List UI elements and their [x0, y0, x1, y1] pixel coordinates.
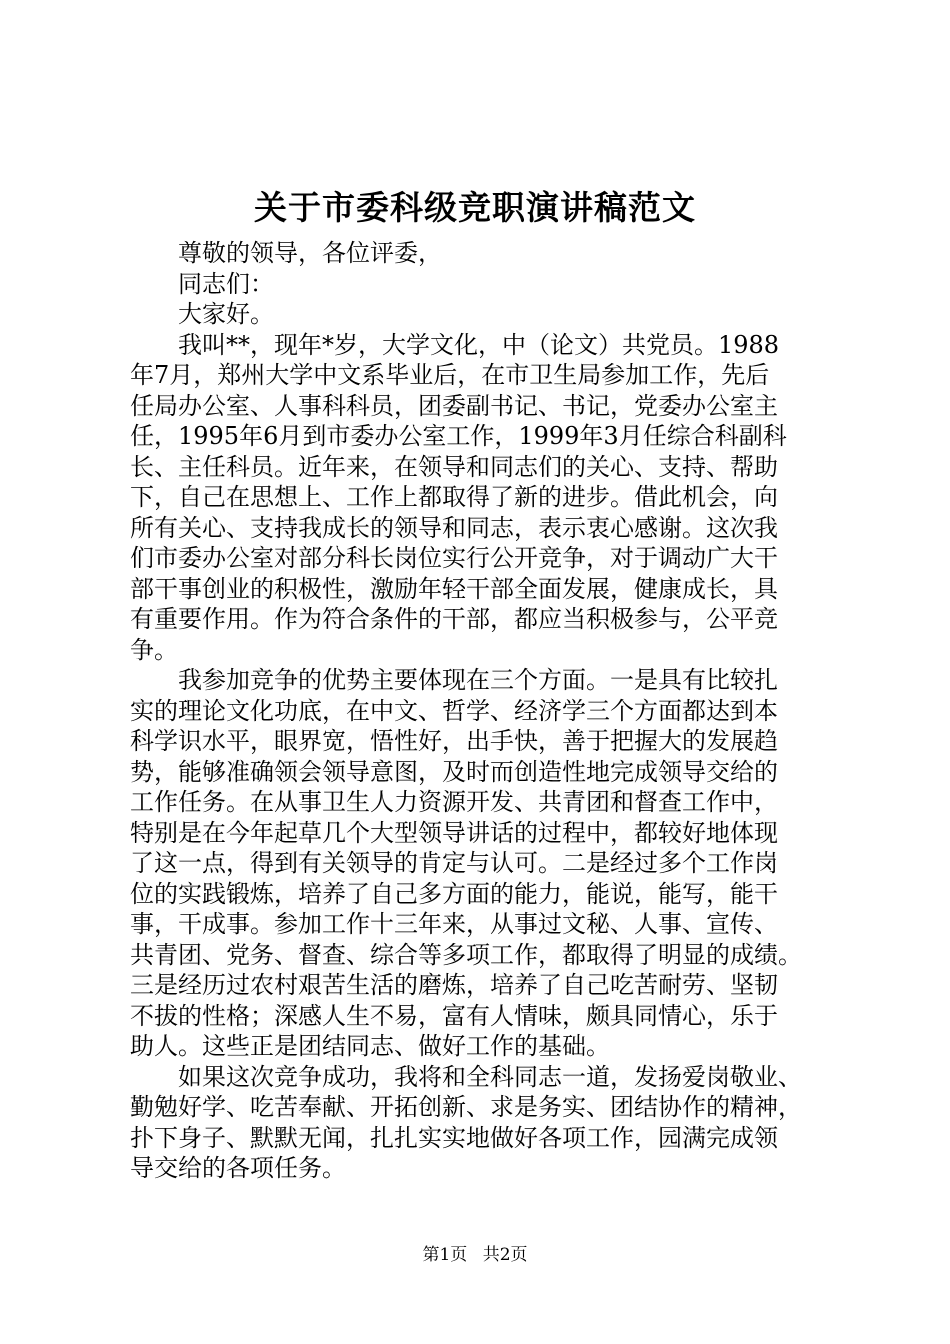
text-line: 势，能够准确领会领导意图，及时而创造性地完成领导交给的 — [130, 757, 778, 786]
text-line: 大家好。 — [178, 300, 274, 328]
text-line: 们市委办公室对部分科长岗位实行公开竞争，对于调动广大干 — [130, 544, 778, 572]
text-line: 争。 — [130, 635, 178, 664]
text-line: 年7月，郑州大学中文系毕业后，在市卫生局参加工作，先后 — [130, 361, 770, 389]
text-line: 有重要作用。作为符合条件的干部，都应当积极参与，公平竞 — [130, 605, 778, 633]
text-line: 所有关心、支持我成长的领导和同志，表示衷心感谢。这次我 — [130, 513, 778, 542]
text-line: 我参加竞争的优势主要体现在三个方面。一是具有比较扎 — [178, 666, 778, 694]
text-line: 共青团、党务、督查、综合等多项工作，都取得了明显的成绩。 — [130, 940, 802, 969]
text-line: 我叫**，现年*岁，大学文化，中（论文）共党员。1988 — [178, 330, 780, 359]
text-line: 事，干成事。参加工作十三年来，从事过文秘、人事、宣传、 — [130, 910, 778, 938]
document-body — [130, 238, 830, 1184]
text-line: 长、主任科员。近年来，在领导和同志们的关心、支持、帮助 — [130, 452, 778, 481]
text-line: 特别是在今年起草几个大型领导讲话的过程中，都较好地体现 — [130, 818, 778, 847]
text-line: 了这一点，得到有关领导的肯定与认可。二是经过多个工作岗 — [130, 849, 778, 877]
text-line: 位的实践锻炼，培养了自己多方面的能力，能说，能写，能干 — [130, 879, 778, 908]
page-number: 第1页 — [422, 1245, 468, 1265]
document-title: 关于市委科级竞职演讲稿范文 — [254, 188, 696, 227]
page-total: 共2页 — [482, 1245, 528, 1265]
text-line: 如果这次竞争成功，我将和全科同志一道，发扬爱岗敬业、 — [178, 1062, 802, 1091]
text-line: 任局办公室、人事科科员，团委副书记、书记，党委办公室主 — [130, 391, 778, 420]
text-line: 助人。这些正是团结同志、做好工作的基础。 — [130, 1032, 610, 1060]
text-line: 导交给的各项任务。 — [130, 1154, 346, 1182]
text-line: 勤勉好学、吃苦奉献、开拓创新、求是务实、团结协作的精神， — [130, 1093, 802, 1121]
text-line: 尊敬的领导，各位评委， — [178, 239, 442, 267]
text-line: 下，自己在思想上、工作上都取得了新的进步。借此机会，向 — [130, 483, 778, 511]
text-line: 部干事创业的积极性，激励年轻干部全面发展，健康成长，具 — [130, 574, 778, 603]
text-line: 科学识水平，眼界宽，悟性好，出手快，善于把握大的发展趋 — [130, 727, 778, 755]
text-line: 不拔的性格；深感人生不易，富有人情味，颇具同情心，乐于 — [130, 1001, 778, 1030]
text-line: 工作任务。在从事卫生人力资源开发、共青团和督查工作中， — [130, 788, 778, 816]
text-line: 实的理论文化功底，在中文、哲学、经济学三个方面都达到本 — [130, 696, 778, 725]
text-line: 同志们： — [178, 269, 274, 298]
text-line: 任，1995年6月到市委办公室工作，1999年3月任综合科副科 — [130, 422, 787, 450]
text-line: 三是经历过农村艰苦生活的磨炼，培养了自己吃苦耐劳、坚韧 — [130, 971, 778, 999]
page-footer — [0, 1243, 950, 1267]
text-line: 扑下身子、默默无闻，扎扎实实地做好各项工作，园满完成领 — [130, 1123, 778, 1152]
